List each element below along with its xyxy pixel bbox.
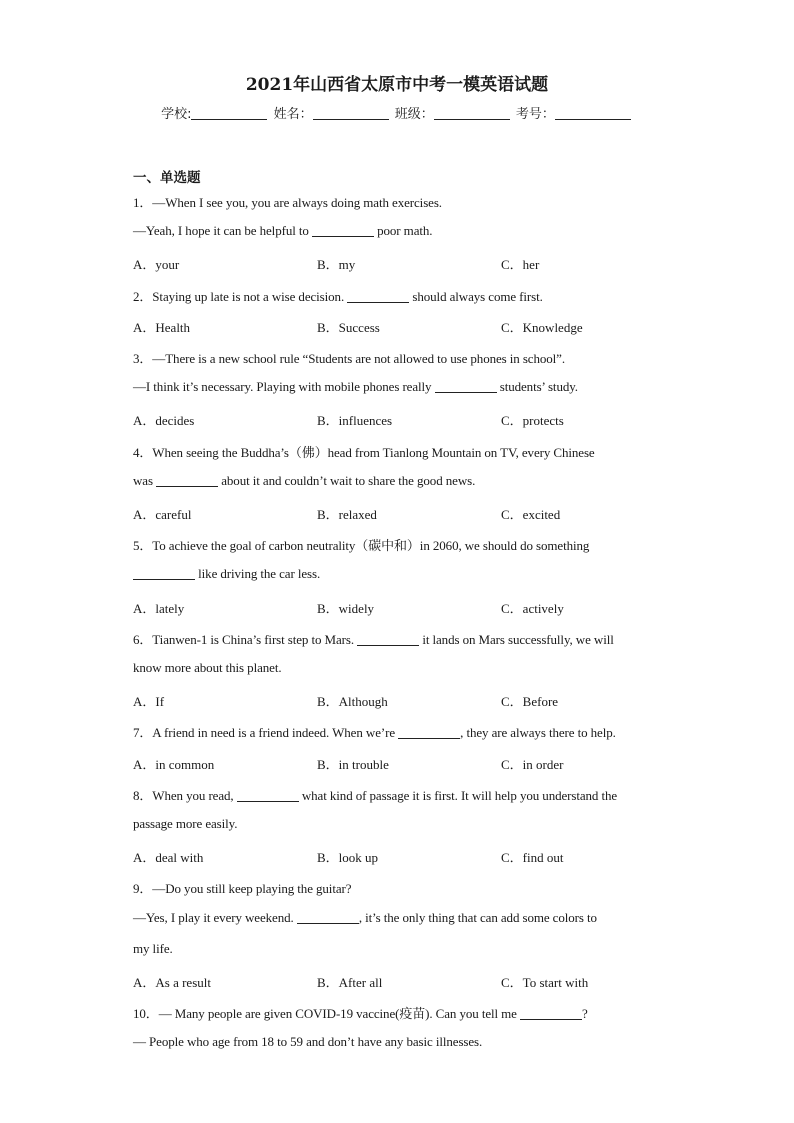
question-text: like driving the car less.	[195, 566, 321, 582]
question-text: should always come first.	[409, 288, 543, 304]
question-text: passage more easily.	[133, 816, 238, 831]
question-text: —Yeah, I hope it can be helpful to	[133, 223, 312, 239]
question-5-option-a[interactable]: A．lately	[133, 600, 185, 616]
answer-blank[interactable]	[156, 474, 218, 487]
field-class-blank[interactable]	[434, 107, 510, 120]
question-4-line-1	[133, 442, 595, 461]
question-3-option-c[interactable]: C．protects	[501, 413, 564, 429]
question-3-option-a[interactable]: A．decides	[133, 413, 195, 429]
question-text: —I think it’s necessary. Playing with mobile phones really	[133, 379, 435, 395]
question-2-option-b[interactable]: B．Success	[317, 319, 380, 335]
answer-blank[interactable]	[312, 224, 374, 237]
question-10-line-1	[133, 1003, 588, 1022]
question-9-line-3	[133, 941, 173, 957]
question-text: 3．—There is a new school rule “Students are not allowed to use phones in school”.	[133, 351, 565, 366]
field-examno-label: 考号：	[515, 107, 555, 122]
question-1-option-c[interactable]: C．her	[501, 257, 540, 273]
question-6-line-1	[133, 629, 614, 648]
question-text: was	[133, 472, 157, 488]
question-text: 9．—Do you still keep playing the guitar?	[133, 881, 352, 897]
question-9-line-2	[133, 910, 597, 926]
question-4-option-c[interactable]: C．excited	[501, 507, 561, 522]
question-7-option-b[interactable]: B．in trouble	[317, 756, 389, 772]
question-text: 8．When you read,	[133, 787, 237, 803]
question-3-line-1	[133, 348, 565, 367]
question-1-line-2	[133, 223, 432, 239]
question-2-option-a[interactable]: A．Health	[133, 319, 191, 335]
question-text: it lands on Mars successfully, we will	[419, 631, 614, 647]
question-8-line-2	[133, 816, 237, 832]
question-7-option-a[interactable]: A．in common	[133, 756, 215, 772]
question-9-option-c[interactable]: C．To start with	[501, 975, 589, 990]
question-7-option-c[interactable]: C．in order	[501, 756, 564, 772]
question-3-option-b[interactable]: B．influences	[317, 413, 393, 429]
question-6-option-c[interactable]: C．Before	[501, 694, 559, 710]
question-10-line-2	[133, 1034, 482, 1050]
question-8-line-1	[133, 785, 617, 804]
answer-blank[interactable]	[435, 380, 497, 393]
question-text: what kind of passage it is first. It will help you understand the	[298, 787, 618, 803]
question-8-option-a[interactable]: A．deal with	[133, 850, 204, 866]
question-text: , they are always there to help.	[460, 725, 616, 741]
question-text: — People who age from 18 to 59 and don’t have any basic illnesses.	[133, 1034, 483, 1050]
question-text: about it and couldn’t wait to share the good news.	[218, 472, 476, 488]
answer-blank[interactable]	[520, 1007, 582, 1020]
question-4-line-2	[133, 473, 475, 489]
question-9-line-1	[133, 878, 351, 897]
answer-blank[interactable]	[237, 789, 299, 802]
field-name-blank[interactable]	[313, 107, 389, 120]
question-6-option-b[interactable]: B．Although	[317, 694, 388, 710]
question-2-option-c[interactable]: C．Knowledge	[501, 319, 583, 335]
question-text: 6．Tianwen-1 is China’s first step to Mars.	[133, 631, 358, 647]
question-text: 4．When seeing the Buddha’s（佛）head from Tianlong Mountain on TV, every Chinese	[133, 444, 595, 460]
student-info-row	[0, 103, 794, 122]
question-text: 1．—When I see you, you are always doing math exercises.	[133, 195, 442, 210]
question-4-option-b[interactable]: B．relaxed	[317, 507, 377, 522]
question-text: poor math.	[373, 223, 433, 239]
question-5-option-c[interactable]: C．actively	[501, 600, 564, 616]
question-text: 2．Staying up late is not a wise decision.	[133, 288, 348, 304]
question-7-line-1	[133, 722, 616, 741]
question-6-line-2	[133, 660, 281, 676]
question-3-line-2	[133, 379, 578, 395]
question-text: my life.	[133, 940, 173, 956]
question-9-option-b[interactable]: B．After all	[317, 975, 383, 990]
question-text: —Yes, I play it every weekend.	[133, 909, 297, 925]
field-name-label: 姓名：	[273, 107, 313, 122]
answer-blank[interactable]	[357, 633, 419, 646]
question-2-line-1	[133, 286, 543, 305]
section-title: 一、单选题	[133, 170, 201, 186]
question-8-option-b[interactable]: B．look up	[317, 850, 379, 866]
answer-blank[interactable]	[133, 567, 195, 580]
question-text: students’ study.	[496, 379, 578, 395]
question-5-line-1	[133, 535, 589, 554]
question-5-line-2	[133, 566, 320, 582]
answer-blank[interactable]	[347, 290, 409, 303]
question-text: , it’s the only thing that can add some colors to	[358, 909, 597, 925]
page-title: 2021年山西省太原市中考一模英语试题	[245, 75, 549, 95]
question-1-option-a[interactable]: A．your	[133, 257, 180, 273]
question-text: 5．To achieve the goal of carbon neutrality（碳中和）in 2060, we should do something	[133, 538, 590, 554]
field-school-blank[interactable]	[191, 107, 267, 120]
question-1-line-1	[133, 192, 442, 211]
question-text: know more about this planet.	[133, 660, 282, 675]
question-9-option-a[interactable]: A．As a result	[133, 975, 211, 990]
question-8-option-c[interactable]: C．find out	[501, 850, 564, 866]
question-6-option-a[interactable]: A．If	[133, 694, 165, 710]
field-class-label: 班级：	[394, 107, 434, 122]
question-text: 10．— Many people are given COVID-19 vaccine(疫苗). Can you tell me	[133, 1006, 521, 1022]
question-5-option-b[interactable]: B．widely	[317, 600, 375, 616]
field-school-label: 学校:	[161, 107, 192, 122]
question-text: 7．A friend in need is a friend indeed. When we’re	[133, 725, 399, 741]
field-examno-blank[interactable]	[555, 107, 631, 120]
question-text: ?	[582, 1006, 588, 1022]
answer-blank[interactable]	[398, 726, 460, 739]
question-1-option-b[interactable]: B．my	[317, 257, 356, 273]
question-4-option-a[interactable]: A．careful	[133, 507, 192, 522]
answer-blank[interactable]	[297, 911, 359, 924]
